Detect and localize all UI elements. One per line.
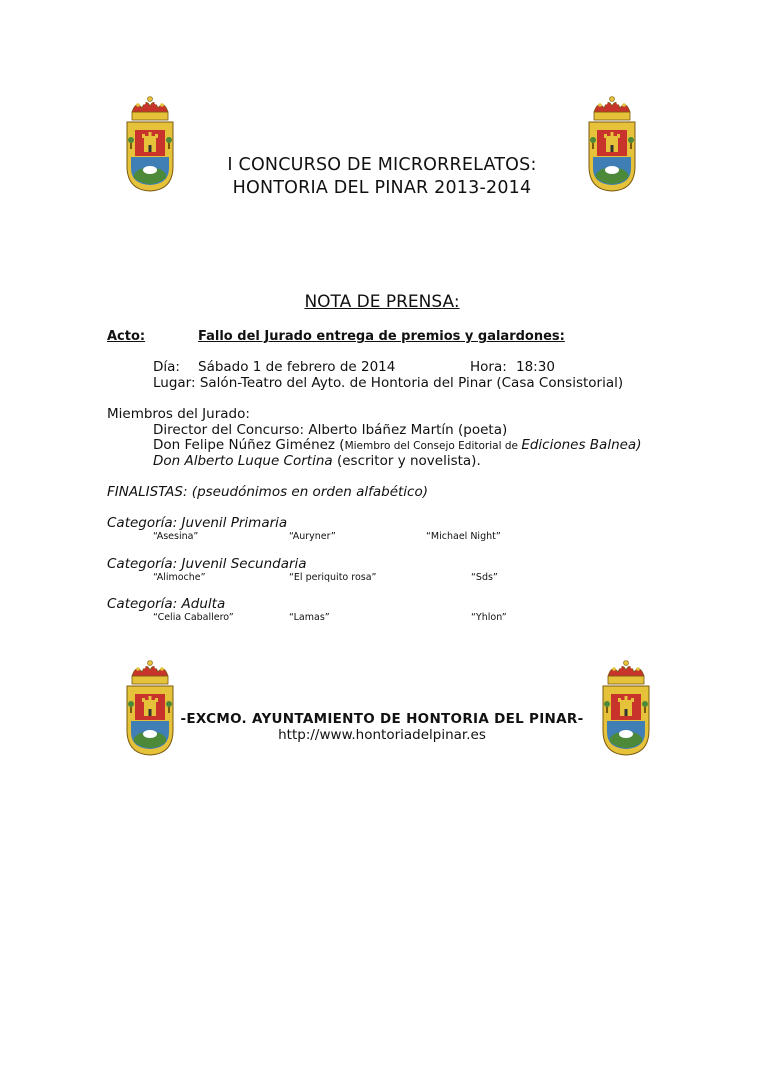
coat-of-arms-icon (122, 658, 178, 758)
jurado-member-3-role: (escritor y novelista). (336, 453, 481, 469)
dia-value: Sábado 1 de febrero de 2014 (198, 359, 396, 375)
category-label: Categoría: Adulta (107, 596, 226, 612)
finalist-name: “Lamas” (289, 612, 330, 623)
category-label: Categoría: Juvenil Primaria (107, 515, 288, 531)
jurado-member-3 (153, 453, 481, 469)
lugar-label: Lugar: (153, 375, 196, 391)
coat-of-arms-icon (598, 658, 654, 758)
contest-title-line2: HONTORIA DEL PINAR 2013-2014 (232, 178, 532, 198)
acto-value: Fallo del Jurado entrega de premios y galardones: (198, 329, 565, 344)
jurado-heading: Miembros del Jurado: (107, 406, 250, 422)
footer-url[interactable]: http://www.hontoriadelpinar.es (278, 727, 486, 743)
finalist-name: “Celia Caballero” (153, 612, 234, 623)
jurado-member-3-name: Don Alberto Luque Cortina (153, 453, 333, 469)
finalist-name: “Sds” (471, 572, 498, 583)
jurado-member-1: Director del Concurso: Alberto Ibáñez Martín (poeta) (153, 422, 508, 438)
hora-label: Hora: (470, 359, 507, 375)
lugar-value: Salón-Teatro del Ayto. de Hontoria del Pinar (Casa Consistorial) (199, 375, 624, 391)
press-release-heading: NOTA DE PRENSA: (304, 292, 460, 312)
acto-label: Acto: (107, 329, 146, 344)
footer-organization: -EXCMO. AYUNTAMIENTO DE HONTORIA DEL PINAR- (180, 711, 584, 727)
finalist-name: “Auryner” (289, 531, 336, 542)
jurado-member-2-role: Miembro del Consejo Editorial de (344, 440, 522, 452)
category-label: Categoría: Juvenil Secundaria (107, 556, 307, 572)
finalist-name: “Yhlon” (471, 612, 507, 623)
hora-value: 18:30 (516, 359, 555, 375)
finalistas-heading: FINALISTAS: (pseudónimos en orden alfabético) (107, 484, 429, 500)
finalist-name: “El periquito rosa” (289, 572, 377, 583)
jurado-member-2-publisher: Ediciones Balnea) (521, 437, 642, 453)
jurado-member-2-name: Don Felipe Núñez Giménez ( (153, 437, 345, 453)
contest-title-line1: I CONCURSO DE MICRORRELATOS: (227, 155, 537, 175)
finalist-name: “Alimoche” (153, 572, 206, 583)
lugar-line (153, 375, 623, 391)
jurado-member-2 (153, 437, 641, 453)
finalist-name: “Asesina” (153, 531, 199, 542)
finalist-name: “Michael Night” (426, 531, 501, 542)
dia-label: Día: (153, 359, 180, 375)
